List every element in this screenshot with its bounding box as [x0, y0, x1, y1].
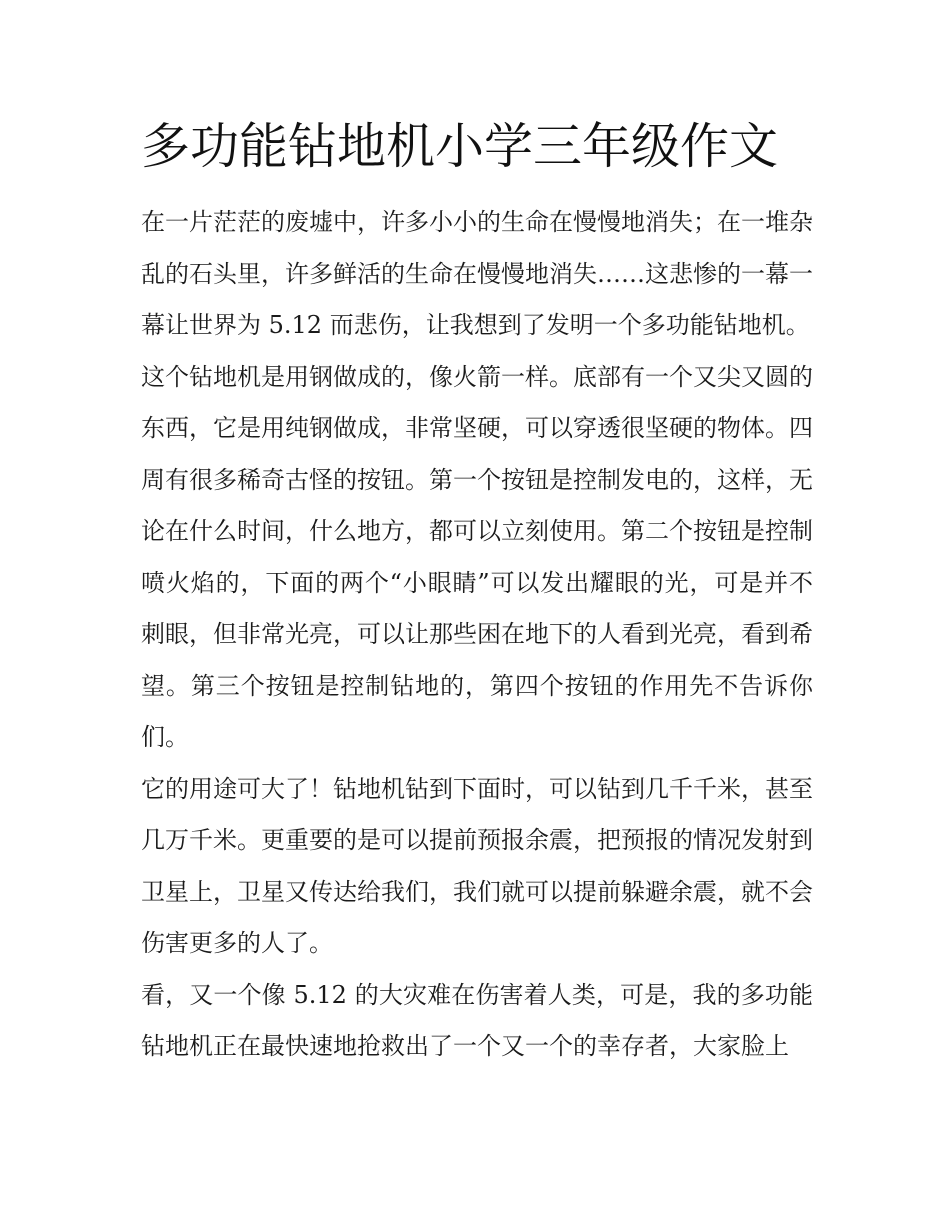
- document-title: 多功能钻地机小学三年级作文: [141, 118, 779, 175]
- document-body: [141, 197, 813, 1073]
- paragraph: 在一片茫茫的废墟中，许多小小的生命在慢慢地消失；在一堆杂乱的石头里，许多鲜活的生命在慢慢地消失……这悲惨的一幕一幕让世界为 5.12 而悲伤，让我想到了发明一个多功能钻地机。: [141, 208, 813, 339]
- paragraph: 看，又一个像 5.12 的大灾难在伤害着人类，可是，我的多功能钻地机正在最快速地抢救出了一个又一个的幸存者，大家脸上: [141, 980, 813, 1060]
- paragraph: 它的用途可大了！钻地机钻到下面时，可以钻到几千千米，甚至几万千米。更重要的是可以提前预报余震，把预报的情况发射到卫星上，卫星又传达给我们，我们就可以提前躲避余震，就不会伤害更多的人了。: [141, 774, 813, 957]
- paragraph: 这个钻地机是用钢做成的，像火箭一样。底部有一个又尖又圆的东西，它是用纯钢做成，非常坚硬，可以穿透很坚硬的物体。四周有很多稀奇古怪的按钮。第一个按钮是控制发电的，这样，无论在什么时间，什么地方，都可以立刻使用。第二个按钮是控制喷火焰的，下面的两个“小眼睛”可以发出耀眼的光，可是并不刺眼，但非常光亮，可以让那些困在地下的人看到光亮，看到希望。第三个按钮是控制钻地的，第四个按钮的作用先不告诉你们。: [141, 362, 813, 751]
